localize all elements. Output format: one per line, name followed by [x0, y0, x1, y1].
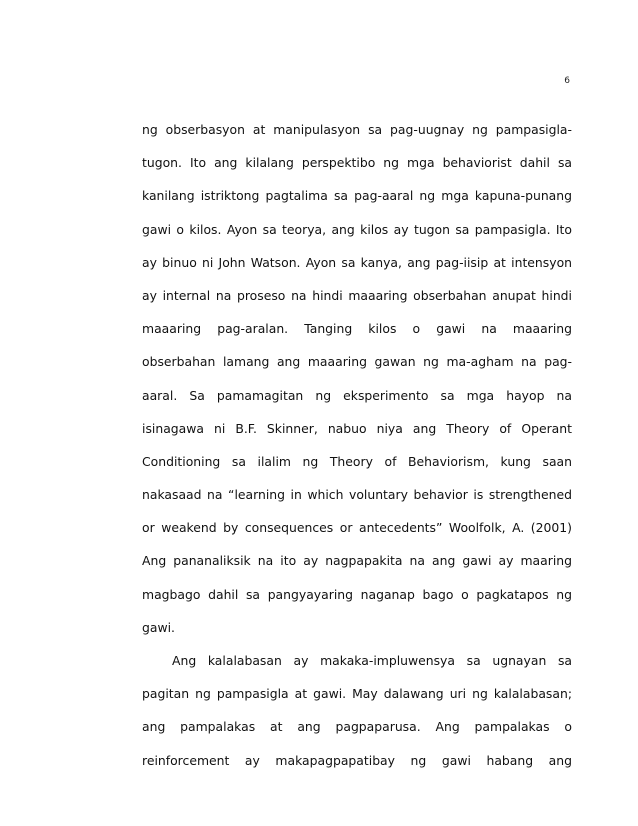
text-line: aaral. Sa pamamagitan ng eksperimento sa mga hayop na [142, 387, 572, 403]
text-line: nakasaad na “learning in which voluntary behavior is strengthened [142, 487, 572, 503]
text-line: or weakend by consequences or antecedents” Woolfolk, A. (2001) [142, 520, 572, 536]
text-line: pagitan ng pampasigla at gawi. May dalawang uri ng kalalabasan; [142, 686, 572, 702]
text-line: ng obserbasyon at manipulasyon sa pag-uugnay ng pampasigla- [142, 122, 572, 137]
text-line: gawi. [142, 619, 175, 635]
text-line: obserbahan lamang ang maaaring gawan ng ma-agham na pag- [142, 354, 572, 370]
page-number: 6 [564, 76, 570, 86]
text-line: ay binuo ni John Watson. Ayon sa kanya, ang pag-iisip at intensyon [142, 254, 572, 270]
text-line: Conditioning sa ilalim ng Theory of Behaviorism, kung saan [142, 453, 572, 469]
text-line: reinforcement ay makapagpapatibay ng gawi habang ang [142, 752, 572, 768]
text-line: kanilang istriktong pagtalima sa pag-aaral ng mga kapuna-punang [142, 188, 572, 204]
text-line: maaaring pag-aralan. Tanging kilos o gawi na maaaring [142, 321, 572, 337]
text-line: magbago dahil sa pangyayaring naganap bago o pagkatapos ng [142, 586, 572, 602]
body-text [142, 120, 572, 784]
text-line: tugon. Ito ang kilalang perspektibo ng mga behaviorist dahil sa [142, 155, 572, 171]
text-line: ay internal na proseso na hindi maaaring obserbahan anupat hindi [142, 287, 572, 303]
text-line: gawi o kilos. Ayon sa teorya, ang kilos ay tugon sa pampasigla. Ito [142, 221, 572, 237]
text-line: Ang pananaliksik na ito ay nagpapakita na ang gawi ay maaring [142, 553, 572, 569]
text-line: Ang kalalabasan ay makaka-impluwensya sa ugnayan sa [172, 653, 572, 668]
text-line: isinagawa ni B.F. Skinner, nabuo niya ang Theory of Operant [142, 420, 572, 436]
text-line: ang pampalakas at ang pagpaparusa. Ang pampalakas o [142, 719, 572, 735]
